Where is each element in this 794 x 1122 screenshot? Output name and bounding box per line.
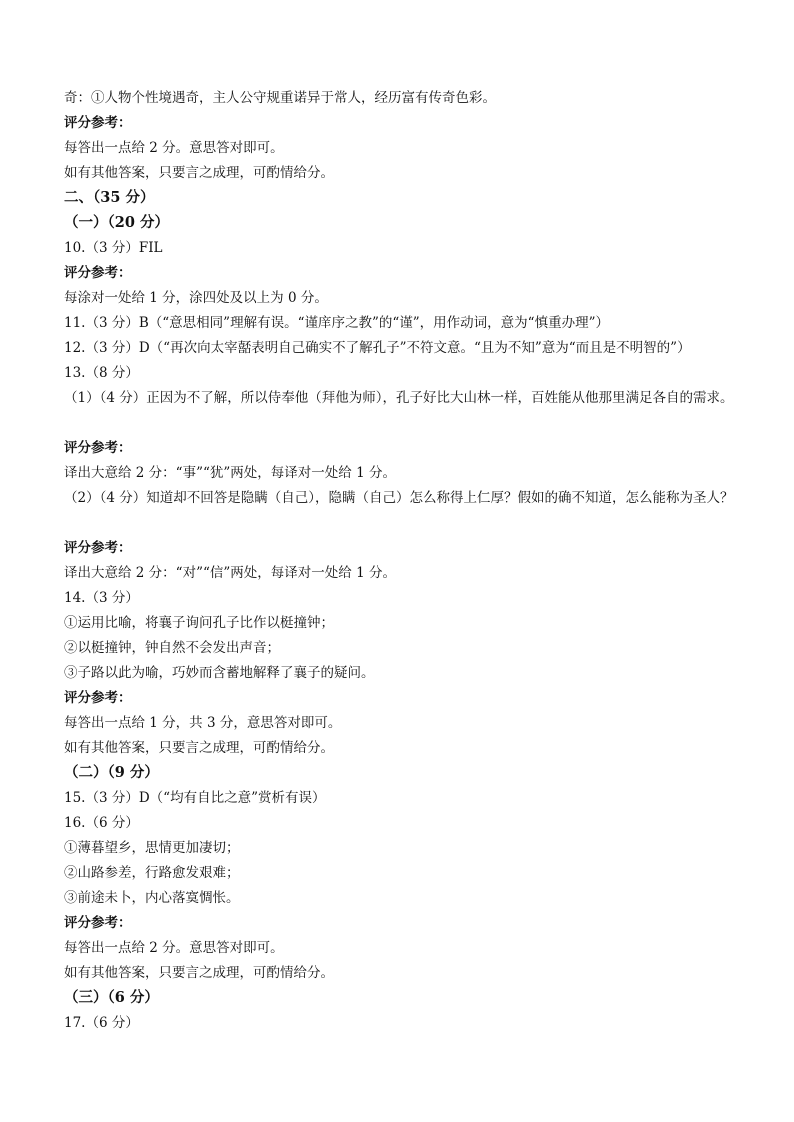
section-heading: 二、（35 分） (64, 189, 155, 206)
text-line: 如有其他答案，只要言之成理，可酌情给分。 (64, 740, 334, 756)
text-line: 每涂对一处给 1 分，涂四处及以上为 0 分。 (64, 290, 328, 306)
scoring-reference-label: 评分参考： (64, 115, 132, 131)
text-paragraph: （1）（4 分）正因为不了解，所以侍奉他（拜他为师），孔子好比大山林一样，百姓能从他那里满足各自的需求。 (64, 390, 734, 406)
text-line: 15.（3 分）D（“均有自比之意”赏析有误） (64, 790, 326, 806)
text-line: 译出大意给 2 分：“事”“犹”两处，每译对一处给 1 分。 (64, 465, 396, 481)
section-heading: （一）（20 分） (64, 214, 169, 231)
text-line: 每答出一点给 2 分。意思答对即可。 (64, 940, 284, 956)
section-heading: （二）（9 分） (64, 764, 159, 781)
text-line: ③前途未卜，内心落寞惆怅。 (64, 890, 240, 906)
scoring-reference-label: 评分参考： (64, 690, 132, 706)
scoring-reference-label: 评分参考： (64, 540, 132, 556)
scoring-reference-label: 评分参考： (64, 915, 132, 931)
text-line: ①薄暮望乡，思情更加凄切； (64, 840, 240, 856)
scoring-reference-label: 评分参考： (64, 265, 132, 281)
text-line: 每答出一点给 2 分。意思答对即可。 (64, 140, 284, 156)
section-heading: （三）（6 分） (64, 989, 159, 1006)
text-line: 奇：①人物个性境遇奇，主人公守规重诺异于常人，经历富有传奇色彩。 (64, 90, 496, 106)
text-line: 如有其他答案，只要言之成理，可酌情给分。 (64, 965, 334, 981)
text-line: 16.（6 分） (64, 815, 139, 831)
text-paragraph: （2）（4 分）知道却不回答是隐瞒（自己），隐瞒（自己）怎么称得上仁厚？假如的确不知道，怎么能称为圣人？ (64, 490, 734, 506)
text-line: 13.（8 分） (64, 365, 139, 381)
scoring-reference-label: 评分参考： (64, 440, 132, 456)
text-line: ②山路参差，行路愈发艰难； (64, 865, 240, 881)
text-line: ②以梃撞钟，钟自然不会发出声音； (64, 640, 280, 656)
text-line: 17.（6 分） (64, 1015, 139, 1031)
text-line: ③子路以此为喻，巧妙而含蓄地解释了襄子的疑问。 (64, 665, 375, 681)
text-line: 11.（3 分）B（“意思相同”理解有误。“谨庠序之教”的“谨”，用作动词，意为“慎重办理”） (64, 315, 609, 331)
text-line: 译出大意给 2 分：“对”“信”两处，每译对一处给 1 分。 (64, 565, 396, 581)
text-line: 14.（3 分） (64, 590, 139, 606)
text-line: 每答出一点给 1 分，共 3 分，意思答对即可。 (64, 715, 342, 731)
text-line: ①运用比喻，将襄子询问孔子比作以梃撞钟； (64, 615, 334, 631)
text-line: 如有其他答案，只要言之成理，可酌情给分。 (64, 165, 334, 181)
text-line: 10.（3 分）FIL (64, 240, 163, 256)
text-line: 12.（3 分）D（“再次向太宰嚭表明自己确实不了解孔子”不符文意。“且为不知”意为“而且是不明智的”） (64, 340, 691, 356)
